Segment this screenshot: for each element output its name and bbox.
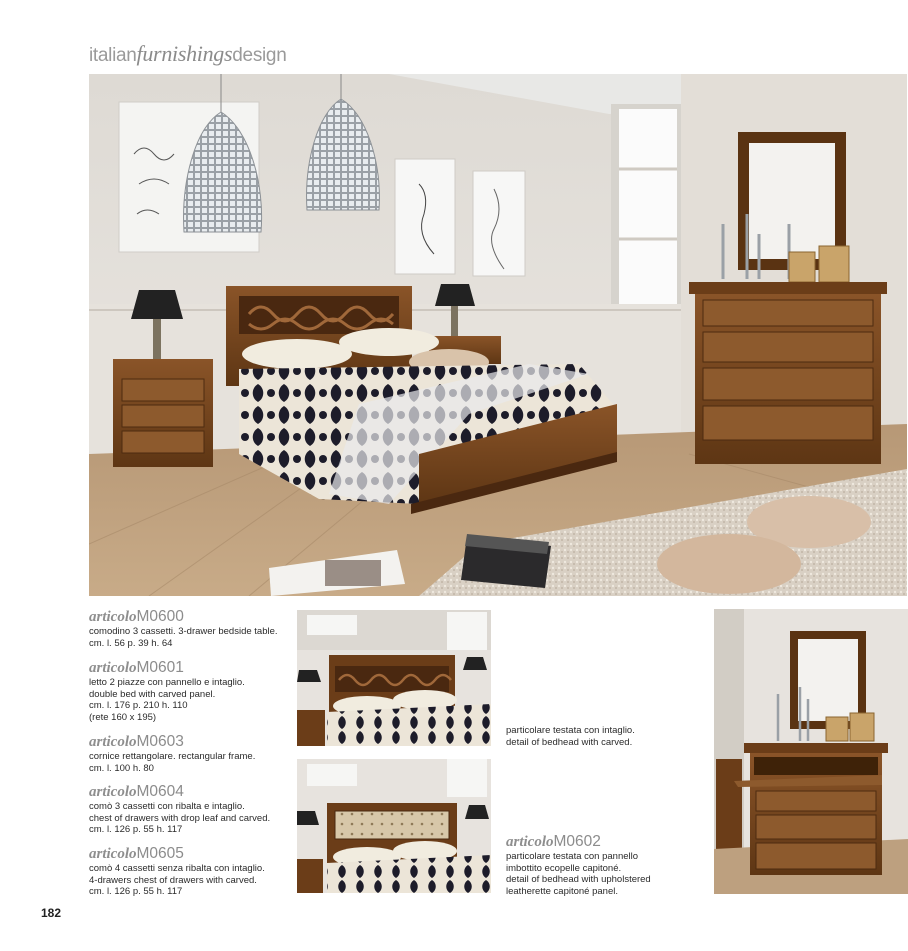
article-code: M0604 — [136, 783, 184, 800]
article-code-line — [506, 833, 711, 851]
article-dimensions: cm. l. 176 p. 210 h. 110 — [89, 700, 188, 711]
article-code-line — [89, 845, 294, 863]
article-label: articolo — [89, 734, 137, 750]
thumbnail-bedhead-carved — [297, 610, 491, 746]
article-code: M0603 — [136, 733, 184, 750]
article-code-line — [89, 659, 294, 677]
article-m0603 — [89, 733, 294, 774]
thumbnail-chest-drop-leaf — [714, 609, 908, 894]
article-description-en: leatherette capitoné panel. — [506, 885, 618, 897]
caption-line: detail of bedhead with carved. — [506, 736, 633, 748]
article-description: comò 4 cassetti senza ribalta con intaglio. — [89, 863, 265, 874]
article-description-en: double bed with carved panel. — [89, 688, 216, 700]
article-label: articolo — [89, 660, 137, 676]
article-description-en: chest of drawers with drop leaf and carved. — [89, 812, 271, 824]
article-code: M0605 — [136, 845, 184, 862]
article-m0600 — [89, 608, 294, 649]
article-label: articolo — [506, 834, 554, 850]
article-description: imbottito ecopelle capitoné. — [506, 862, 622, 874]
article-description-en: detail of bedhead with upholstered — [506, 874, 651, 885]
brand-title — [89, 41, 286, 67]
article-dimensions: cm. l. 100 h. 80 — [89, 762, 154, 774]
article-code-line — [89, 783, 294, 801]
article-dimensions: cm. l. 126 p. 55 h. 117 — [89, 886, 183, 897]
article-m0605 — [89, 845, 294, 898]
article-dimensions: cm. l. 126 p. 55 h. 117 — [89, 824, 183, 835]
article-code-line — [89, 733, 294, 751]
article-m0601 — [89, 659, 294, 723]
article-description: letto 2 piazze con pannello e intaglio. — [89, 677, 245, 688]
thumbnail-bedhead-upholstered — [297, 759, 491, 893]
article-label: articolo — [89, 846, 137, 862]
article-description-en: 4-drawers chest of drawers with carved. — [89, 874, 257, 886]
article-description: cornice rettangolare. rectangular frame. — [89, 751, 256, 762]
caption-carved-bedhead — [506, 725, 635, 748]
brand-part-3: design — [232, 45, 287, 66]
article-description: comodino 3 cassetti. 3-drawer bedside table. — [89, 626, 278, 637]
article-m0604 — [89, 783, 294, 836]
article-code: M0601 — [136, 659, 184, 676]
brand-part-1: italian — [89, 45, 137, 66]
page-number: 182 — [41, 906, 62, 920]
article-note: (rete 160 x 195) — [89, 711, 157, 723]
article-label: articolo — [89, 609, 137, 625]
article-code: M0602 — [553, 833, 601, 850]
article-code: M0600 — [136, 608, 184, 625]
article-label: articolo — [89, 784, 137, 800]
caption-line: particolare testata con intaglio. — [506, 725, 635, 736]
article-description: comò 3 cassetti con ribalta e intaglio. — [89, 801, 245, 812]
article-dimensions: cm. l. 56 p. 39 h. 64 — [89, 637, 173, 649]
article-m0602 — [506, 833, 711, 897]
article-code-line — [89, 608, 294, 626]
brand-part-2: furnishings — [136, 41, 233, 66]
hero-bedroom-photo — [89, 74, 907, 596]
article-description: particolare testata con pannello — [506, 851, 639, 862]
